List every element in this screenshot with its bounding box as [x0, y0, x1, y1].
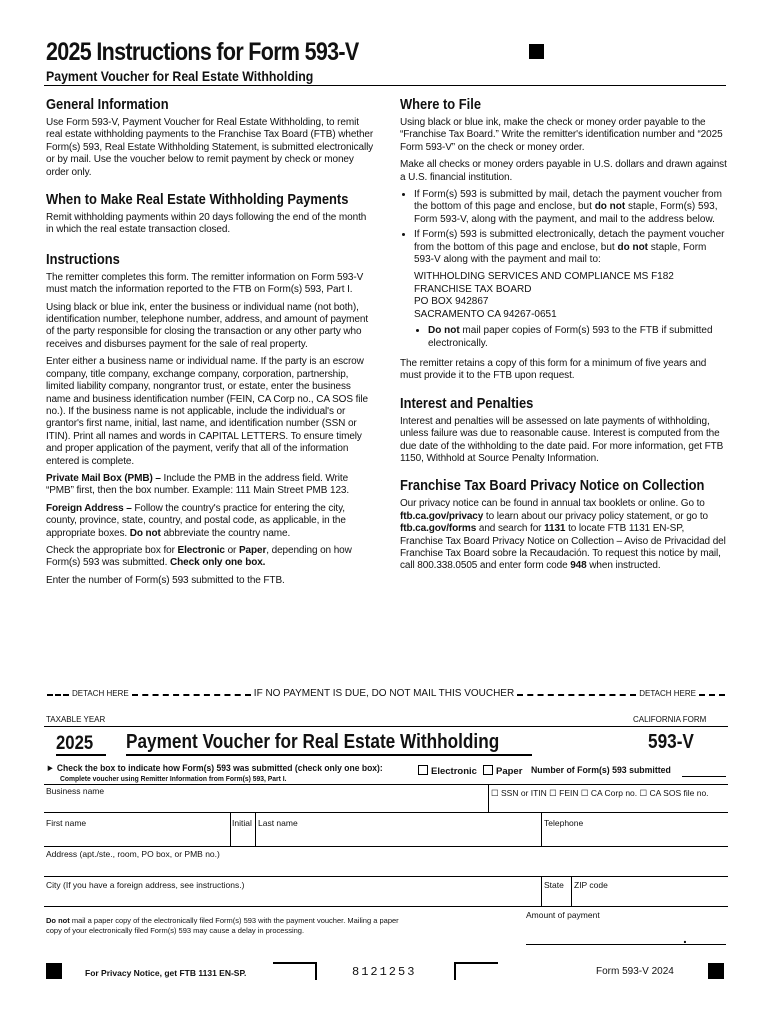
scan-code: 8121253 [352, 965, 417, 979]
privacy-link-privacy[interactable]: ftb.ca.gov/privacy [400, 510, 484, 522]
electronic-option[interactable] [418, 765, 477, 777]
paper-checkbox[interactable] [483, 765, 493, 775]
bullet2-bold: do not [617, 241, 649, 253]
col-divider [255, 812, 256, 846]
complete-voucher-note: Complete voucher using Remitter Information from Form(s) 593, Part I. [60, 774, 287, 783]
address-line-2: FRANCHISE TAX BOARD [414, 283, 532, 295]
year-underline [56, 754, 106, 756]
page-title: 2025 Instructions for Form 593-V [46, 38, 359, 66]
check-pre: Check the appropriate box for [46, 544, 178, 556]
paper-label: Paper [496, 766, 523, 777]
where-to-file-text-1: Using black or blue ink, make the check or money order payable to the “Franchise Tax Board.” Write the remitter's identification number and “2025 Form 593-V” on the check or money order. [400, 117, 723, 153]
privacy-p2: to learn about our privacy policy statement, or go to [483, 510, 708, 522]
retain-copy-text: The remitter retains a copy of this form for a minimum of five years and must provide it to the FTB upon request. [400, 357, 707, 382]
check-post: , depending on how Form(s) 593 was submitted. [46, 544, 352, 569]
col-divider [230, 812, 231, 846]
row-rule [44, 906, 728, 907]
last-name-label: Last name [258, 818, 298, 828]
instructions-text-2: Using black or blue ink, enter the business or individual name (not both), identification number, telephone number, address, and amount of payment of the party responsible for closing the transaction or any other party who receives and disburses payment for the sale of real property. [46, 301, 369, 350]
col-divider [541, 876, 542, 906]
address-line-3: PO BOX 942867 [414, 296, 489, 308]
address-label: Address (apt./ste., room, PO box, or PMB no.) [46, 849, 220, 859]
address-line-1: WITHHOLDING SERVICES AND COMPLIANCE MS F182 [414, 271, 674, 283]
bullet-mail [414, 189, 728, 226]
privacy-p1: Our privacy notice can be found in annual tax booklets or online. Go to [400, 498, 705, 510]
zip-label: ZIP code [574, 880, 608, 890]
check-only-one: Check only one box. [170, 557, 266, 569]
sub-bullet-list [414, 325, 728, 350]
privacy-b3: 1131 [544, 523, 566, 535]
detach-dash [132, 694, 251, 696]
bullet2-post: staple, Form 593-V along with the payment and mail to: [414, 241, 707, 266]
general-info-text: Use Form 593-V, Payment Voucher for Real Estate Withholding, to remit real estate withholding payments to the Franchise Tax Board (FTB) whether Form(s) 593, Real Estate Withholding Statement, is submitted electronically or by mail. Use the voucher below to remit payment by check or money order only. [46, 117, 374, 178]
foreign-address-paragraph [46, 503, 376, 540]
form-footer: Form 593-V 2024 [596, 966, 674, 977]
check-mid: or [224, 544, 239, 556]
row-rule [44, 846, 728, 847]
registration-mark [708, 963, 724, 979]
privacy-p3: and search for [476, 523, 545, 535]
privacy-heading: Franchise Tax Board Privacy Notice on Collection [400, 477, 705, 495]
pmb-text: Include the PMB in the address field. Write “PMB” first, then the box number. Example: 111 Main Street PMB 123. [46, 472, 350, 497]
check-instruction: ► Check the box to indicate how Form(s) 593 was submitted (check only one box): [46, 763, 383, 774]
initial-label: Initial [232, 818, 252, 828]
pmb-paragraph [46, 473, 376, 498]
electronic-checkbox[interactable] [418, 765, 428, 775]
header-rule [44, 85, 726, 86]
col-divider [541, 812, 542, 846]
bullet-electronic [414, 229, 728, 266]
instructions-text-3: Enter either a business name or individual name. If the party is an escrow company, title company, exchange company, corporation, partnership, limited liability company, nongrantor trust, or estate, enter the business name and business identification number (FEIN, CA Corp no., CA SOS file no.). If the business name is not applicable, include the individual's or grantor's first name, initial, last name, and identification number (SSN or ITIN). Print all names and words in CAPITAL LETTERS. To ensure timely and proper application of the payment, verify that all of the information entered is complete. [46, 356, 368, 467]
detach-line [44, 688, 728, 699]
bullet2-pre: If Form(s) 593 is submitted electronically, detach the payment voucher from the bottom of this page and enclose, but [414, 229, 725, 253]
paper-copy-note [46, 916, 406, 936]
instructions-text-1: The remitter completes this form. The remitter information on Form 593-V must match the information reported to the FTB on Form(s) 593, Part I. [46, 271, 364, 296]
telephone-label: Telephone [544, 818, 584, 828]
voucher-top-rule [44, 726, 728, 727]
check-electronic: Electronic [177, 544, 225, 556]
foreign-tail: abbreviate the country name. [160, 527, 291, 539]
paper-note-bold: Do not [46, 916, 70, 925]
row-rule [44, 784, 728, 785]
where-to-file-text-2: Make all checks or money orders payable in U.S. dollars and drawn against a U.S. financial institution. [400, 159, 727, 183]
city-label: City (If you have a foreign address, see instructions.) [46, 880, 245, 890]
interest-text: Interest and penalties will be assessed on late payments of withholding, unless failure was due to reasonable cause. Interest is computed from the due date of the withholding to the date paid. For more information, get FTB 1150, Withhold at Source Penalty Information. [400, 415, 724, 464]
corner-bracket [454, 962, 498, 980]
paper-note-text: mail a paper copy of the electronically filed Form(s) 593 with the payment voucher. Mailing a paper copy of your electronically filed Form(s) 593 may cause a delay in processing. [46, 916, 399, 935]
state-label: State [544, 880, 564, 890]
voucher-title: Payment Voucher for Real Estate Withholding [126, 731, 500, 753]
where-to-file-heading: Where to File [400, 96, 482, 113]
enter-number-text: Enter the number of Form(s) 593 submitted to the FTB. [46, 574, 285, 586]
detach-dash [517, 694, 636, 696]
first-name-label: First name [46, 818, 87, 828]
registration-mark [529, 44, 544, 59]
foreign-text: Follow the country's practice for entering the city, county, province, state, country, and postal code, as applicable, in the appropriate boxes. [46, 502, 346, 539]
california-form-label: CALIFORNIA FORM [633, 715, 707, 724]
corner-bracket [273, 962, 317, 980]
row-rule [44, 812, 728, 813]
number-submitted-input[interactable] [682, 776, 726, 777]
voucher-form-number: 593-V [648, 731, 694, 753]
page-subtitle: Payment Voucher for Real Estate Withholding [46, 68, 314, 84]
address-line-4: SACRAMENTO CA 94267-0651 [414, 308, 557, 320]
instructions-heading: Instructions [46, 250, 120, 268]
privacy-p4: to locate FTB 1131 EN-SP, Franchise Tax Board Privacy Notice on Collection – Aviso de Privacidad del Franchise Tax Board sobre la Recaudación. To request this notice by mail, call 800.338.0505 and enter form code [400, 523, 726, 572]
sub-bullet [428, 325, 728, 350]
bullet1-post: staple, Form(s) 593, Form 593-V, along with the payment, and mail to the address below. [414, 201, 718, 225]
privacy-link-forms[interactable]: ftb.ca.gov/forms [400, 523, 477, 535]
sub-bullet-bold: Do not [428, 325, 460, 337]
title-underline [126, 754, 532, 756]
amount-input[interactable] [526, 944, 726, 945]
col-divider [488, 784, 489, 812]
taxable-year-label: TAXABLE YEAR [46, 715, 106, 724]
foreign-bold: Do not [129, 527, 161, 539]
detach-here-right: DETACH HERE [639, 689, 696, 698]
amount-decimal: . [683, 930, 687, 946]
paper-option[interactable] [483, 765, 522, 777]
pmb-label: Private Mail Box (PMB) – [46, 472, 161, 484]
bullet1-bold: do not [594, 201, 626, 213]
left-column [46, 96, 376, 592]
sub-bullet-text: mail paper copies of Form(s) 593 to the FTB if submitted electronically. [428, 325, 713, 349]
general-info-heading: General Information [46, 96, 169, 113]
id-type-options[interactable]: ☐ SSN or ITIN ☐ FEIN ☐ CA Corp no. ☐ CA SOS file no. [491, 788, 709, 798]
check-box-paragraph [46, 545, 376, 570]
check-paper: Paper [238, 544, 267, 556]
business-name-label: Business name [46, 786, 105, 796]
detach-here-left: DETACH HERE [72, 689, 129, 698]
foreign-label: Foreign Address – [46, 502, 132, 514]
mailing-address [414, 271, 728, 321]
privacy-b4: 948 [570, 560, 587, 572]
interest-heading: Interest and Penalties [400, 394, 534, 412]
right-column [400, 96, 728, 578]
detach-dash [47, 694, 69, 696]
registration-mark [46, 963, 62, 979]
row-rule [44, 876, 728, 877]
privacy-text [400, 498, 728, 572]
when-to-pay-heading: When to Make Real Estate Withholding Payments [46, 191, 349, 209]
electronic-label: Electronic [431, 766, 477, 777]
privacy-p5: when instructed. [586, 560, 661, 572]
col-divider [571, 876, 572, 906]
voucher-year: 2025 [56, 733, 94, 754]
privacy-footer: For Privacy Notice, get FTB 1131 EN-SP. [85, 968, 247, 978]
where-to-file-bullets [400, 189, 728, 266]
detach-dash [699, 694, 725, 696]
when-to-pay-text: Remit withholding payments within 20 days following the end of the month in which the real estate transaction closed. [46, 212, 367, 236]
no-payment-notice: IF NO PAYMENT IS DUE, DO NOT MAIL THIS VOUCHER [253, 688, 515, 699]
number-submitted-label: Number of Form(s) 593 submitted [531, 765, 671, 776]
amount-label: Amount of payment [526, 910, 600, 920]
bullet1-pre: If Form(s) 593 is submitted by mail, detach the payment voucher from the bottom of this page and enclose, but [414, 189, 722, 213]
